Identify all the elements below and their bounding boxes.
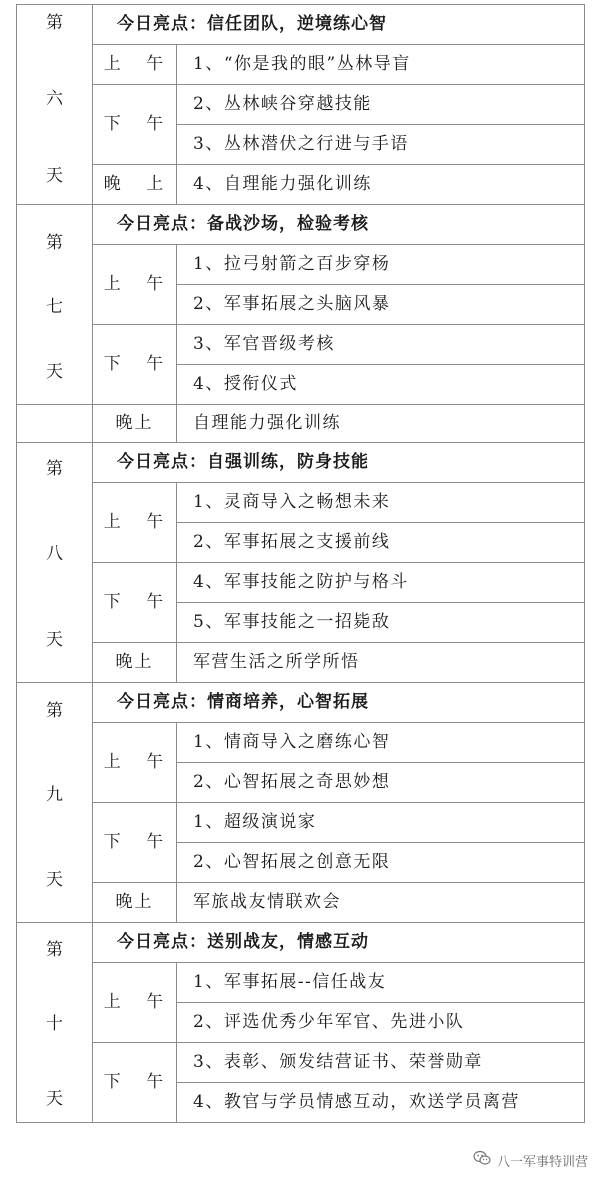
activity-item: 4、自理能力强化训练 xyxy=(177,165,585,205)
period-afternoon: 下 午 xyxy=(93,1043,177,1123)
day-9-label: 第 九 天 xyxy=(17,683,93,923)
day-7-highlight-row xyxy=(17,205,585,245)
day-6-highlight: 今日亮点：信任团队，逆境练心智 xyxy=(93,5,585,45)
activity-item: 1、军事拓展--信任战友 xyxy=(177,963,585,1003)
table-row xyxy=(17,1043,585,1083)
table-row xyxy=(17,45,585,85)
activity-item: 军营生活之所学所悟 xyxy=(177,643,585,683)
activity-item: 3、丛林潜伏之行进与手语 xyxy=(177,125,585,165)
activity-item: 4、教官与学员情感互动，欢送学员离营 xyxy=(177,1083,585,1123)
table-row xyxy=(17,803,585,843)
day-8-highlight-row xyxy=(17,443,585,483)
period-evening: 晚上 xyxy=(93,643,177,683)
day-6-highlight-row xyxy=(17,5,585,45)
activity-item: 自理能力强化训练 xyxy=(177,405,585,443)
day-10-highlight: 今日亮点：送别战友，情感互动 xyxy=(93,923,585,963)
day-8-highlight: 今日亮点：自强训练，防身技能 xyxy=(93,443,585,483)
watermark xyxy=(473,1150,588,1170)
period-evening: 晚上 xyxy=(93,883,177,923)
watermark-text: 八一军事特训营 xyxy=(496,1154,588,1170)
activity-item: 2、心智拓展之奇思妙想 xyxy=(177,763,585,803)
activity-item: 1、拉弓射箭之百步穿杨 xyxy=(177,245,585,285)
activity-item: 4、授衔仪式 xyxy=(177,365,585,405)
day-9-highlight-row xyxy=(17,683,585,723)
activity-item: 2、心智拓展之创意无限 xyxy=(177,843,585,883)
day-9-highlight: 今日亮点：情商培养，心智拓展 xyxy=(93,683,585,723)
table-row xyxy=(17,723,585,763)
table-row xyxy=(17,483,585,523)
activity-item: 1、超级演说家 xyxy=(177,803,585,843)
table-row xyxy=(17,883,585,923)
activity-item: 2、丛林峡谷穿越技能 xyxy=(177,85,585,125)
activity-item: 军旅战友情联欢会 xyxy=(177,883,585,923)
activity-item: 5、军事技能之一招毙敌 xyxy=(177,603,585,643)
table-row xyxy=(17,325,585,365)
activity-item: 3、军官晋级考核 xyxy=(177,325,585,365)
period-morning: 上 午 xyxy=(93,45,177,85)
table-row xyxy=(17,245,585,285)
activity-item: 3、表彰、颁发结营证书、荣誉勋章 xyxy=(177,1043,585,1083)
activity-item: 1、灵商导入之畅想未来 xyxy=(177,483,585,523)
day-8-label: 第 八 天 xyxy=(17,443,93,683)
table-row xyxy=(17,963,585,1003)
period-morning: 上 午 xyxy=(93,245,177,325)
wechat-icon xyxy=(473,1150,491,1170)
day-7-label: 第 七 天 xyxy=(17,205,93,405)
table-row xyxy=(17,563,585,603)
day-7-highlight: 今日亮点：备战沙场，检验考核 xyxy=(93,205,585,245)
day-6-label: 第 六 天 xyxy=(17,5,93,205)
day-10-label: 第 十 天 xyxy=(17,923,93,1123)
empty-day-cell xyxy=(17,405,93,443)
table-row xyxy=(17,85,585,125)
period-morning: 上 午 xyxy=(93,963,177,1043)
table-row xyxy=(17,165,585,205)
activity-item: 4、军事技能之防护与格斗 xyxy=(177,563,585,603)
activity-item: 1、情商导入之磨练心智 xyxy=(177,723,585,763)
day-10-highlight-row xyxy=(17,923,585,963)
period-morning: 上 午 xyxy=(93,723,177,803)
activity-item: 1、“你是我的眼”丛林导盲 xyxy=(177,45,585,85)
schedule-table xyxy=(16,4,585,1123)
activity-item: 2、军事拓展之头脑风暴 xyxy=(177,285,585,325)
activity-item: 2、军事拓展之支援前线 xyxy=(177,523,585,563)
period-evening: 晚 上 xyxy=(93,165,177,205)
table-row xyxy=(17,405,585,443)
period-afternoon: 下 午 xyxy=(93,803,177,883)
activity-item: 2、评选优秀少年军官、先进小队 xyxy=(177,1003,585,1043)
period-afternoon: 下 午 xyxy=(93,85,177,165)
period-morning: 上 午 xyxy=(93,483,177,563)
period-evening: 晚上 xyxy=(93,405,177,443)
period-afternoon: 下 午 xyxy=(93,325,177,405)
period-afternoon: 下 午 xyxy=(93,563,177,643)
table-row xyxy=(17,643,585,683)
